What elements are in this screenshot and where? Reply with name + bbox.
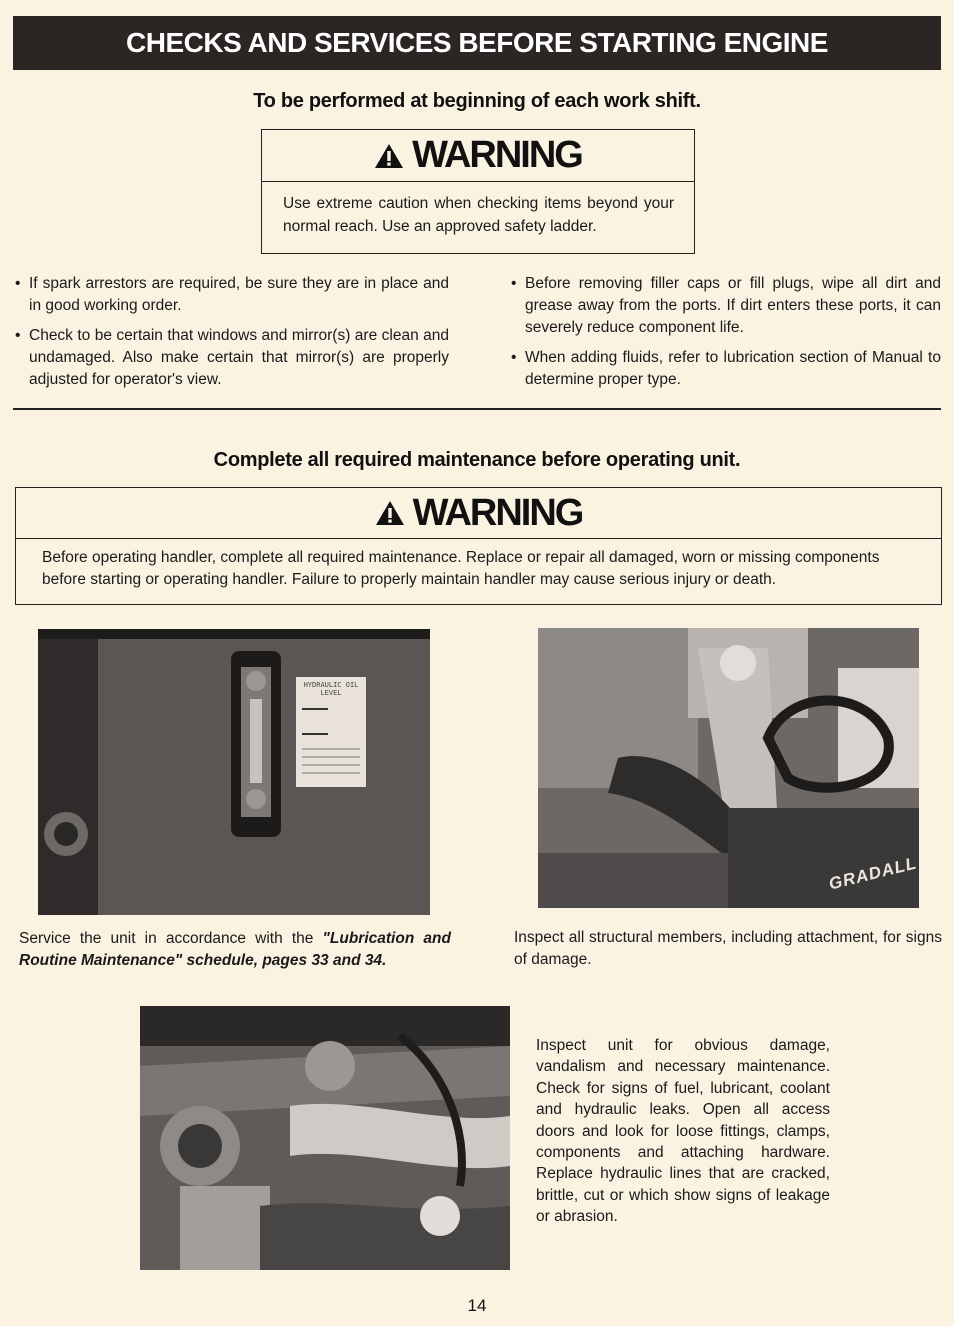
bullet-list-left bbox=[15, 273, 449, 399]
warning-box-maintenance bbox=[15, 487, 942, 605]
section-divider bbox=[13, 408, 941, 410]
caption-lubrication: Service the unit in accordance with the "Lubrication and Routine Maintenance" schedule, pages 33 and 34. bbox=[19, 930, 451, 969]
list-item: • Before removing filler caps or fill plugs, wipe all dirt and grease away from the ports. If dirt enters these ports, it can severely reduce component life. bbox=[511, 275, 941, 336]
warning-text: Use extreme caution when checking items beyond your normal reach. Use an approved safety ladder. bbox=[283, 195, 674, 235]
caption-inspect-unit: Inspect unit for obvious damage, vandalism and necessary maintenance. Check for signs of fuel, lubricant, coolant and hydraulic leaks. Open all access doors and look for loose fittings, clamps, components and attaching hardware. Replace hydraulic lines that are cracked, brittle, cut or which show signs of leakage or abrasion. bbox=[536, 1037, 830, 1226]
list-item: • Check to be certain that windows and mirror(s) are clean and undamaged. Also make certain that mirror(s) are properly adjusted for operator's view. bbox=[15, 327, 449, 388]
warning-heading: WARNING bbox=[16, 488, 941, 539]
brand-decal: GRADALL bbox=[826, 853, 919, 894]
warning-heading: WARNING bbox=[262, 130, 694, 182]
maintenance-subheading: Complete all required maintenance before operating unit. bbox=[213, 449, 741, 471]
photo-hydraulic-gauge bbox=[38, 629, 430, 915]
list-item: • If spark arrestors are required, be sure they are in place and in good working order. bbox=[15, 275, 449, 314]
hydraulic-gauge-illustration bbox=[38, 629, 430, 915]
warning-box-ladder bbox=[261, 129, 695, 254]
list-item: • When adding fluids, refer to lubrication section of Manual to determine proper type. bbox=[511, 349, 941, 388]
page-title: CHECKS AND SERVICES BEFORE STARTING ENGINE bbox=[126, 27, 828, 58]
page-header bbox=[13, 16, 941, 70]
photo-engine-compartment bbox=[140, 1006, 510, 1270]
warning-triangle-icon bbox=[375, 500, 405, 526]
photo-structural-members bbox=[538, 628, 919, 908]
shift-subheading: To be performed at beginning of each work shift. bbox=[253, 90, 701, 112]
warning-triangle-icon bbox=[374, 143, 404, 169]
caption-structural: Inspect all structural members, including attachment, for signs of damage. bbox=[514, 929, 942, 968]
warning-text: Before operating handler, complete all required maintenance. Replace or repair all damaged, worn or missing components before starting or operating handler. Failure to properly maintain handler may cause serious injury or death. bbox=[42, 549, 880, 588]
caption-schedule-reference: "Lubrication and Routine Maintenance" schedule, pages 33 and 34. bbox=[19, 930, 451, 969]
bullet-list-right bbox=[511, 273, 941, 399]
decal-title: HYDRAULIC OIL LEVEL bbox=[303, 681, 359, 697]
page-number: 14 bbox=[467, 1296, 487, 1315]
engine-compartment-illustration bbox=[140, 1006, 510, 1270]
